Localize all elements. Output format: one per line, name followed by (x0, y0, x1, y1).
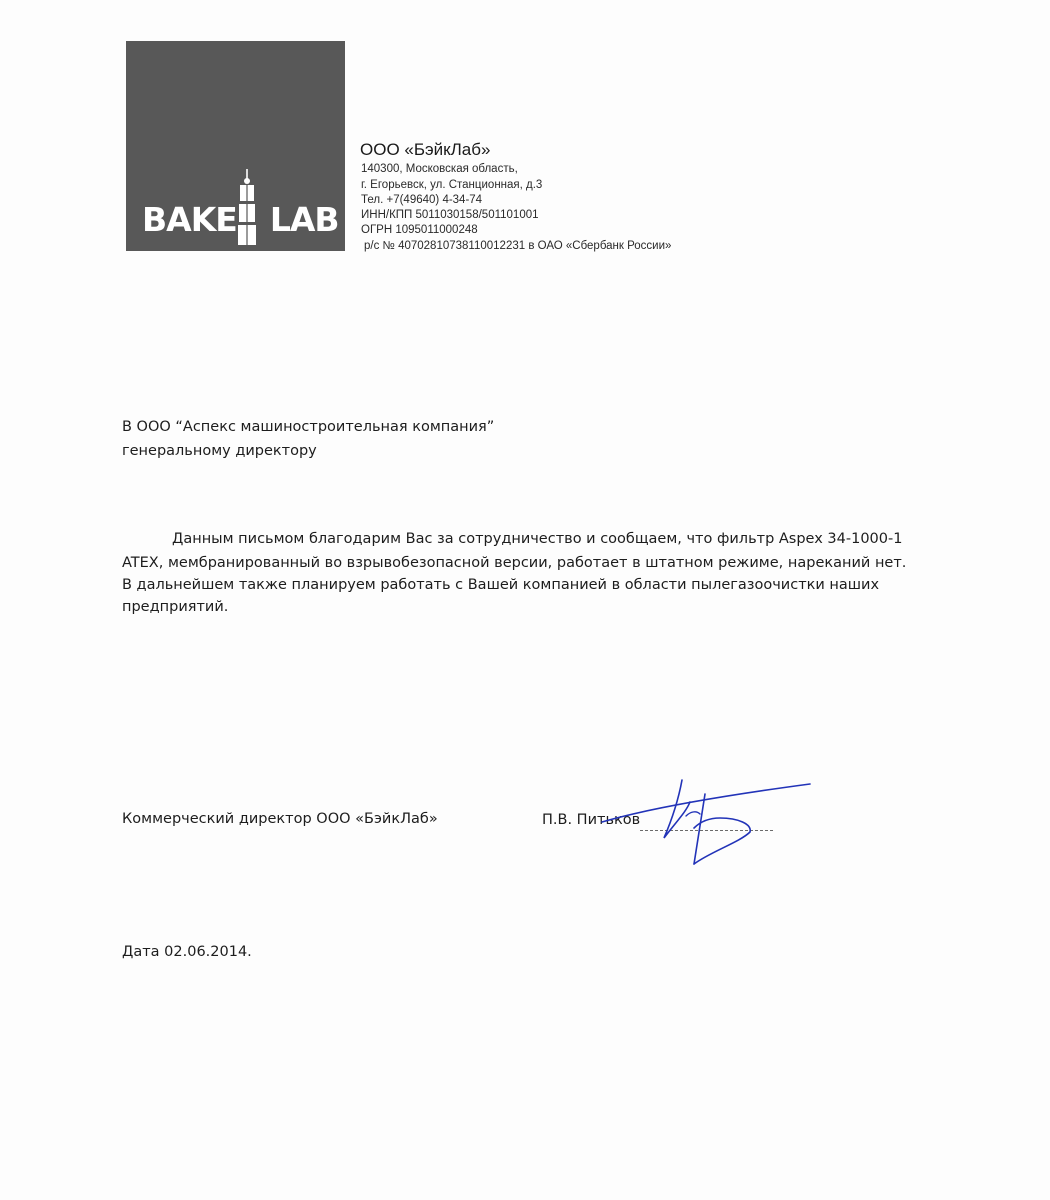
body-line2: ATEX, мембранированный во взрывобезопасной версии, работает в штатном режиме, нареканий нет. (122, 555, 907, 571)
body-line4: предприятий. (122, 599, 229, 615)
logo-text-bake: BAKE (142, 200, 237, 239)
letter-date: Дата 02.06.2014. (122, 944, 252, 960)
company-phone: Тел. +7(49640) 4-34-74 (361, 194, 483, 206)
signatory-position: Коммерческий директор ООО «БэйкЛаб» (122, 811, 438, 827)
company-ogrn: ОГРН 1095011000248 (361, 224, 478, 236)
body-line3: В дальнейшем также планируем работать с Вашей компанией в области пылегазоочистки наших (122, 577, 880, 593)
logo-text-lab: LAB (269, 200, 339, 239)
company-address-line1: 140300, Московская область, (361, 163, 518, 175)
handwritten-signature (590, 772, 820, 872)
company-logo (126, 41, 345, 251)
recipient-line2: генеральному директору (122, 443, 317, 459)
company-account: р/с № 40702810738110012231 в ОАО «Сбербанк России» (364, 240, 672, 252)
tower-icon (236, 169, 258, 247)
company-inn: ИНН/КПП 5011030158/501101001 (361, 209, 539, 221)
company-name: ООО «БэйкЛаб» (360, 140, 491, 159)
body-line1: Данным письмом благодарим Вас за сотрудничество и сообщаем, что фильтр Aspex 34-1000-1 (172, 531, 903, 547)
recipient-line1: В ООО “Аспекс машиностроительная компания” (122, 419, 495, 435)
signatory-name: П.В. Питьков (542, 812, 641, 828)
company-address-line2: г. Егорьевск, ул. Станционная, д.3 (361, 179, 543, 191)
